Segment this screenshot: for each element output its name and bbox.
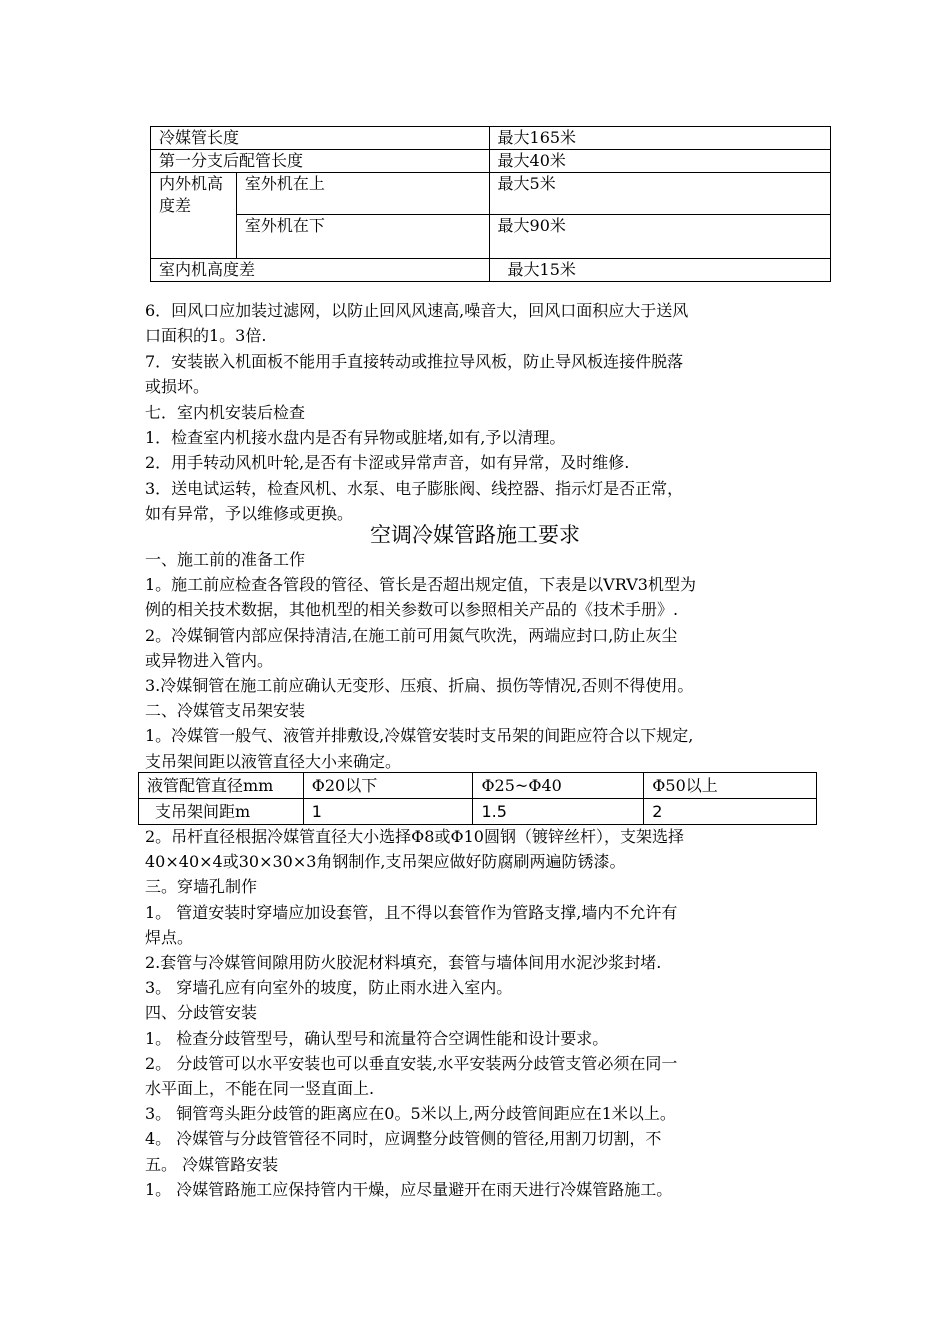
text-line: 2．用手转动风机叶轮,是否有卡涩或异常声音，如有异常，及时维修. (145, 453, 630, 473)
table-cell: Φ50以上 (644, 773, 817, 799)
text-line: 或损坏。 (145, 377, 210, 397)
text-line: 一、施工前的准备工作 (145, 550, 306, 569)
text-line: 水平面上，不能在同一竖直面上. (145, 1079, 375, 1098)
text-line: 焊点。 (145, 927, 194, 947)
text-line: 7．安装嵌入机面板不能用手直接转动或推拉导风板，防止导风板连接件脱落 (145, 351, 684, 371)
table-cell: 内外机高度差 (151, 173, 237, 259)
text-line: 二、冷媒管支吊架安装 (145, 701, 306, 721)
table-row (139, 799, 817, 825)
text-line: 1。 管道安装时穿墙应加设套管，且不得以套管作为管路支撑,墙内不允许有 (145, 902, 678, 922)
table-cell: 最大5米 (489, 173, 830, 215)
text-line: 1。 冷媒管路施工应保持管内干燥，应尽量避开在雨天进行冷媒管路施工。 (145, 1179, 673, 1199)
text-line: 或异物进入管内。 (145, 650, 274, 670)
table-row (151, 173, 831, 215)
text-line: 2.套管与冷媒管间隙用防火胶泥材料填充，套管与墙体间用水泥沙浆封堵. (145, 953, 662, 972)
table-row (139, 773, 817, 799)
text-line: 1。冷媒管一般气、液管并排敷设,冷媒管安装时支吊架的间距应符合以下规定, (145, 726, 694, 746)
text-line: 3．送电试运转，检查风机、水泵、电子膨胀阀、线控器、指示灯是否正常， (145, 478, 684, 498)
text-line: 40×40×4或30×30×3角钢制作,支吊架应做好防腐刷两遍防锈漆。 (145, 852, 626, 872)
table-cell: 最大165米 (489, 127, 830, 150)
pipe-length-table (150, 126, 831, 282)
text-line: 3。 铜管弯头距分歧管的距离应在0。5米以上,两分歧管间距应在1米以上。 (145, 1104, 676, 1124)
table-cell: 室外机在上 (236, 173, 489, 215)
text-line: 1。施工前应检查各管段的管径、管长是否超出规定值，下表是以VRV3机型为 (145, 575, 696, 595)
table-cell: Φ25~Φ40 (473, 773, 644, 799)
text-line: 七．室内机安装后检查 (145, 402, 306, 422)
text-line: 2。冷媒铜管内部应保持清洁,在施工前可用氮气吹洗，两端应封口,防止灰尘 (145, 625, 678, 645)
text-line: 4。 冷媒管与分歧管管径不同时，应调整分歧管侧的管径,用割刀切割，不 (145, 1129, 662, 1149)
text-line: 四、分歧管安装 (145, 1003, 258, 1023)
table-cell: 室外机在下 (236, 215, 489, 259)
text-line: 3.冷媒铜管在施工前应确认无变形、压痕、折扁、损伤等情况,否则不得使用。 (145, 676, 694, 695)
table-cell: 2 (644, 799, 817, 825)
table-cell: 液管配管直径mm (139, 773, 304, 799)
text-line: 3。 穿墙孔应有向室外的坡度，防止雨水进入室内。 (145, 978, 513, 998)
text-line: 2。吊杆直径根据冷媒管直径大小选择Φ8或Φ10圆钢（镀锌丝杆），支架选择 (145, 827, 684, 846)
text-line: 三。穿墙孔制作 (145, 877, 258, 897)
text-line: 1。 检查分歧管型号，确认型号和流量符合空调性能和设计要求。 (145, 1028, 609, 1048)
table-row (151, 127, 831, 150)
table-cell: 1 (303, 799, 473, 825)
table-cell: 最大40米 (489, 150, 830, 173)
page-title: 空调冷媒管路施工要求 (370, 523, 580, 547)
text-line: 支吊架间距以液管直径大小来确定。 (145, 751, 402, 771)
table-cell: Φ20以下 (303, 773, 473, 799)
text-line: 2。 分歧管可以水平安装也可以垂直安装,水平安装两分歧管支管必须在同一 (145, 1053, 678, 1073)
table-cell: 支吊架间距m (139, 799, 304, 825)
text-line: 口面积的1。3倍. (145, 326, 267, 346)
table-cell: 1.5 (473, 799, 644, 825)
table-cell: 最大90米 (489, 215, 830, 259)
table-row (151, 259, 831, 282)
table-cell: 最大15米 (489, 259, 830, 282)
text-line: 五。 冷媒管路安装 (145, 1154, 279, 1174)
support-spacing-table (138, 772, 817, 825)
text-line: 1．检查室内机接水盘内是否有异物或脏堵,如有,予以清理。 (145, 428, 566, 447)
text-line: 例的相关技术数据，其他机型的相关参数可以参照相关产品的《技术手册》. (145, 600, 679, 620)
table-cell: 第一分支后配管长度 (151, 150, 490, 173)
text-line: 如有异常，予以维修或更换。 (145, 504, 354, 524)
text-line: 6．回风口应加装过滤网，以防止回风风速高,噪音大，回风口面积应大于送风 (145, 301, 689, 320)
table-cell: 冷媒管长度 (151, 127, 490, 150)
table-row (151, 150, 831, 173)
table-row (151, 215, 831, 259)
table-cell: 室内机高度差 (151, 259, 490, 282)
